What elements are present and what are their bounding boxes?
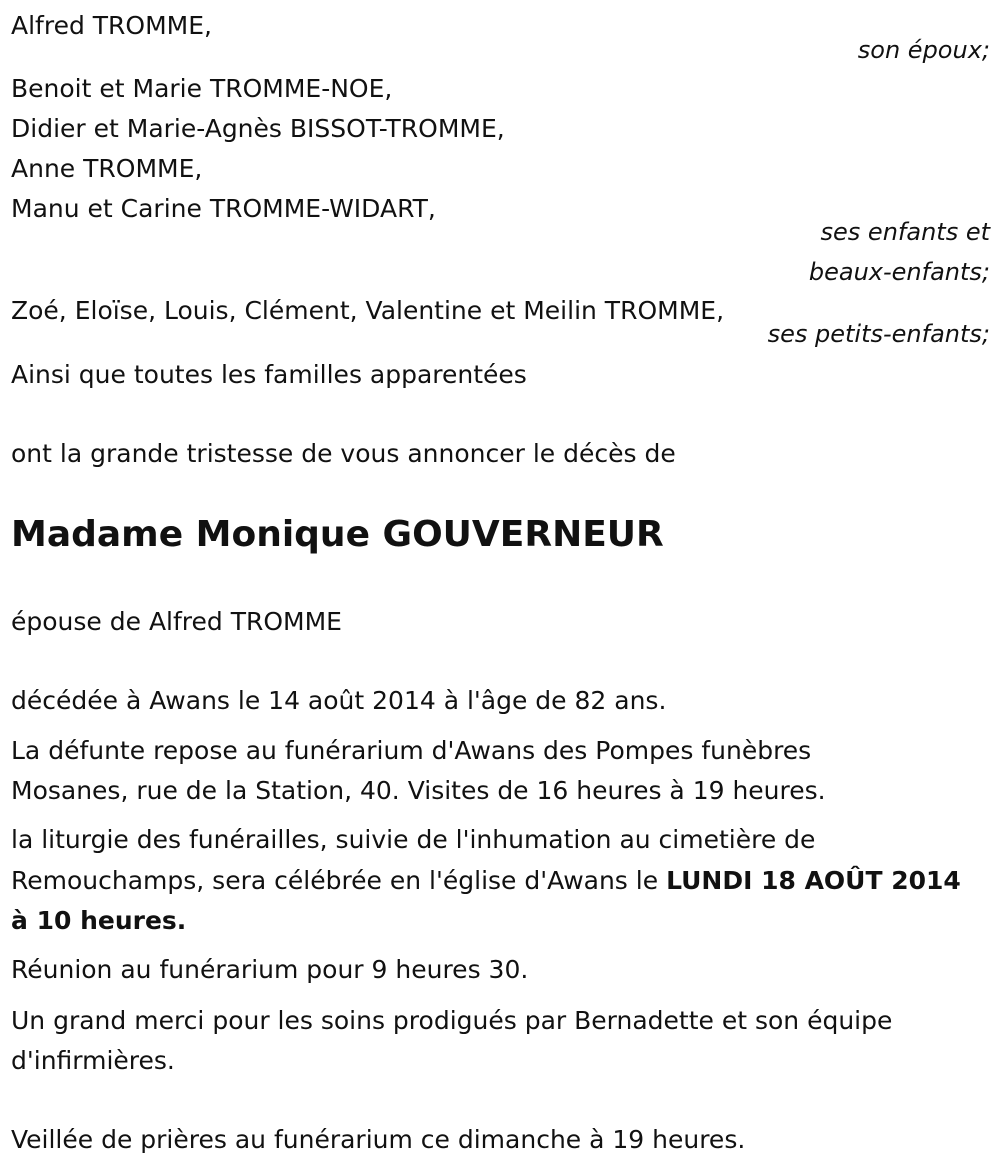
funeral-date: LUNDI 18 AOÛT 2014: [666, 866, 961, 895]
child-name-2: Didier et Marie-Agnès BISSOT-TROMME,: [11, 114, 505, 143]
grandchildren-role: ses petits-enfants;: [767, 320, 990, 348]
announcement-line: ont la grande tristesse de vous annoncer le décès de: [11, 439, 676, 468]
liturgy-line2: [11, 861, 961, 901]
child-name-3: Anne TROMME,: [11, 154, 203, 183]
liturgy-line2-text: Remouchamps, sera célébrée en l'église d'Awans le: [11, 866, 667, 895]
vigil-line: Veillée de prières au funérarium ce dimanche à 19 heures.: [11, 1125, 746, 1154]
child-name-4: Manu et Carine TROMME-WIDART,: [11, 194, 436, 223]
spouse-name: Alfred TROMME,: [11, 11, 212, 40]
child-name-1: Benoit et Marie TROMME-NOE,: [11, 74, 393, 103]
meeting-line: Réunion au funérarium pour 9 heures 30.: [11, 955, 529, 984]
families-line: Ainsi que toutes les familles apparentées: [11, 360, 527, 389]
thanks-line2: d'infirmières.: [11, 1046, 175, 1075]
thanks-line1: Un grand merci pour les soins prodigués par Bernadette et son équipe: [11, 1006, 893, 1035]
repose-line1: La défunte repose au funérarium d'Awans des Pompes funèbres: [11, 736, 812, 765]
spouse-of-line: épouse de Alfred TROMME: [11, 607, 342, 636]
liturgy-line1: la liturgie des funérailles, suivie de l'inhumation au cimetière de: [11, 825, 816, 854]
funeral-time: à 10 heures.: [11, 906, 187, 935]
deceased-name: Madame Monique GOUVERNEUR: [11, 514, 664, 555]
death-info: décédée à Awans le 14 août 2014 à l'âge de 82 ans.: [11, 686, 667, 715]
children-role-line2: beaux-enfants;: [808, 258, 990, 286]
grandchildren-names: Zoé, Eloïse, Louis, Clément, Valentine et Meilin TROMME,: [11, 296, 725, 325]
repose-line2: Mosanes, rue de la Station, 40. Visites de 16 heures à 19 heures.: [11, 776, 826, 805]
children-role-line1: ses enfants et: [820, 218, 990, 246]
spouse-role: son époux;: [857, 36, 990, 64]
